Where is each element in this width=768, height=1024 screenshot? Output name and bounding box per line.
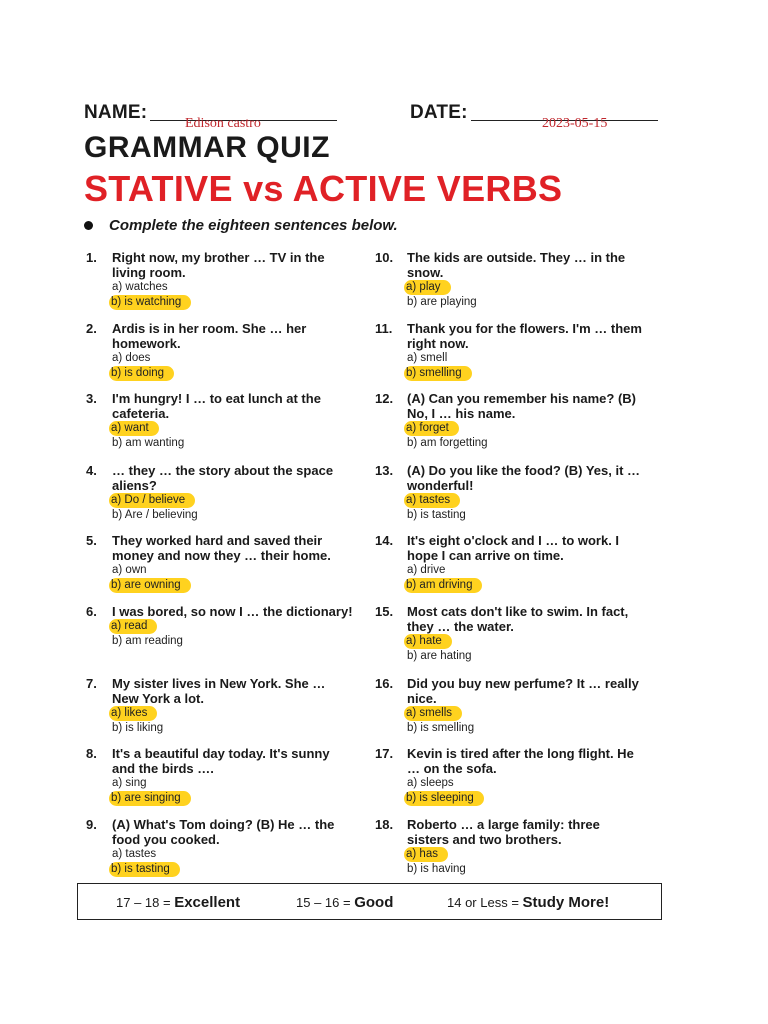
question-17 bbox=[375, 746, 643, 806]
option-a-selected[interactable]: a) smells bbox=[407, 706, 643, 721]
header-row bbox=[84, 100, 664, 131]
option-a-selected[interactable]: a) Do / believe bbox=[112, 493, 354, 508]
option-b-selected[interactable]: b) are singing bbox=[112, 791, 354, 806]
question-text: Ardis is in her room. She … her homework. bbox=[112, 321, 307, 351]
question-text: Right now, my brother … TV in the living room. bbox=[112, 250, 325, 280]
question-number: 10. bbox=[375, 250, 394, 265]
question-number: 11. bbox=[375, 321, 393, 336]
option-b[interactable]: b) is tasting bbox=[407, 509, 466, 521]
bullet-icon bbox=[84, 221, 93, 230]
question-11 bbox=[375, 321, 643, 381]
question-18 bbox=[375, 817, 643, 877]
option-b-selected[interactable]: b) smelling bbox=[407, 366, 643, 381]
option-a[interactable]: a) drive bbox=[407, 564, 446, 576]
question-number: 3. bbox=[86, 391, 97, 406]
question-number: 1. bbox=[86, 250, 97, 265]
name-label: NAME: bbox=[84, 102, 148, 123]
option-a[interactable]: a) sleeps bbox=[407, 777, 454, 789]
option-a[interactable]: a) own bbox=[112, 564, 147, 576]
question-number: 4. bbox=[86, 463, 97, 478]
question-text: The kids are outside. They … in the snow. bbox=[407, 250, 626, 280]
option-a-selected[interactable]: a) read bbox=[112, 619, 354, 634]
question-text: Kevin is tired after the long flight. He … on the sofa. bbox=[407, 746, 634, 776]
option-a-selected[interactable]: a) tastes bbox=[407, 493, 643, 508]
question-text: I was bored, so now I … the dictionary! bbox=[112, 604, 353, 619]
option-b-selected[interactable]: b) is watching bbox=[112, 295, 354, 310]
instruction-text: Complete the eighteen sentences below. bbox=[109, 217, 398, 234]
date-label: DATE: bbox=[410, 102, 468, 123]
question-number: 5. bbox=[86, 533, 97, 548]
name-field[interactable] bbox=[150, 116, 337, 131]
question-number: 17. bbox=[375, 746, 394, 761]
option-b-selected[interactable]: b) is sleeping bbox=[407, 791, 643, 806]
name-value: Edison castro bbox=[185, 116, 261, 131]
option-a-selected[interactable]: a) forget bbox=[407, 421, 643, 436]
option-b[interactable]: b) is having bbox=[407, 863, 466, 875]
question-text: It's a beautiful day today. It's sunny and the birds …. bbox=[112, 746, 330, 776]
option-b[interactable]: b) is liking bbox=[112, 722, 164, 734]
question-text: My sister lives in New York. She … New York a lot. bbox=[112, 676, 326, 706]
option-a-selected[interactable]: a) has bbox=[407, 847, 643, 862]
question-number: 15. bbox=[375, 604, 394, 619]
question-number: 18. bbox=[375, 817, 394, 832]
option-a-selected[interactable]: a) hate bbox=[407, 634, 643, 649]
option-b[interactable]: b) am wanting bbox=[112, 437, 185, 449]
question-13 bbox=[375, 463, 643, 523]
question-1 bbox=[86, 250, 354, 310]
question-number: 2. bbox=[86, 321, 97, 336]
question-14 bbox=[375, 533, 643, 593]
option-a[interactable]: a) tastes bbox=[112, 848, 157, 860]
option-a[interactable]: a) sing bbox=[112, 777, 147, 789]
question-number: 13. bbox=[375, 463, 394, 478]
option-b-selected[interactable]: b) are owning bbox=[112, 578, 354, 593]
option-a-selected[interactable]: a) want bbox=[112, 421, 354, 436]
question-number: 12. bbox=[375, 391, 394, 406]
option-a[interactable]: a) smell bbox=[407, 352, 448, 364]
question-number: 8. bbox=[86, 746, 97, 761]
option-b-selected[interactable]: b) am driving bbox=[407, 578, 643, 593]
option-a-selected[interactable]: a) likes bbox=[112, 706, 354, 721]
question-3 bbox=[86, 391, 354, 451]
option-b[interactable]: b) are hating bbox=[407, 650, 472, 662]
option-b[interactable]: b) are playing bbox=[407, 296, 477, 308]
question-text: (A) Do you like the food? (B) Yes, it … wonderful! bbox=[407, 463, 641, 493]
score-study-more: 14 or Less = Study More! bbox=[447, 894, 610, 911]
scoring-box bbox=[77, 883, 662, 920]
date-value: 2023-05-15 bbox=[542, 116, 608, 131]
option-b[interactable]: b) am reading bbox=[112, 635, 183, 647]
question-7 bbox=[86, 676, 354, 736]
question-text: … they … the story about the space aliens? bbox=[112, 463, 334, 493]
question-10 bbox=[375, 250, 643, 310]
option-a[interactable]: a) watches bbox=[112, 281, 168, 293]
option-b-selected[interactable]: b) is doing bbox=[112, 366, 354, 381]
score-good: 15 – 16 = Good bbox=[296, 894, 394, 911]
option-b[interactable]: b) is smelling bbox=[407, 722, 475, 734]
question-2 bbox=[86, 321, 354, 381]
option-b[interactable]: b) Are / believing bbox=[112, 509, 198, 521]
question-text: They worked hard and saved their money and now they … their home. bbox=[112, 533, 331, 563]
question-8 bbox=[86, 746, 354, 806]
question-text: Most cats don't like to swim. In fact, they … the water. bbox=[407, 604, 629, 634]
question-text: Did you buy new perfume? It … really nice. bbox=[407, 676, 639, 706]
quiz-title: GRAMMAR QUIZ bbox=[84, 131, 330, 164]
option-b[interactable]: b) am forgetting bbox=[407, 437, 488, 449]
question-number: 16. bbox=[375, 676, 394, 691]
quiz-subtitle: STATIVE vs ACTIVE VERBS bbox=[84, 168, 563, 209]
question-number: 14. bbox=[375, 533, 394, 548]
question-15 bbox=[375, 604, 643, 664]
question-4 bbox=[86, 463, 354, 523]
question-9 bbox=[86, 817, 354, 877]
question-text: I'm hungry! I … to eat lunch at the cafeteria. bbox=[112, 391, 321, 421]
score-excellent: 17 – 18 = Excellent bbox=[116, 894, 241, 911]
instruction bbox=[84, 217, 398, 234]
question-text: (A) What's Tom doing? (B) He … the food you cooked. bbox=[112, 817, 335, 847]
question-number: 9. bbox=[86, 817, 97, 832]
question-number: 7. bbox=[86, 676, 97, 691]
option-a[interactable]: a) does bbox=[112, 352, 151, 364]
question-6 bbox=[86, 604, 354, 649]
date-field[interactable] bbox=[471, 116, 658, 131]
question-text: It's eight o'clock and I … to work. I hope I can arrive on time. bbox=[407, 533, 620, 563]
question-text: Roberto … a large family: three sisters and two brothers. bbox=[407, 817, 600, 847]
question-number: 6. bbox=[86, 604, 97, 619]
question-16 bbox=[375, 676, 643, 736]
question-5 bbox=[86, 533, 354, 593]
question-text: Thank you for the flowers. I'm … them right now. bbox=[407, 321, 642, 351]
question-12 bbox=[375, 391, 643, 451]
option-a-selected[interactable]: a) play bbox=[407, 280, 643, 295]
option-b-selected[interactable]: b) is tasting bbox=[112, 862, 354, 877]
question-text: (A) Can you remember his name? (B) No, I … his name. bbox=[407, 391, 636, 421]
